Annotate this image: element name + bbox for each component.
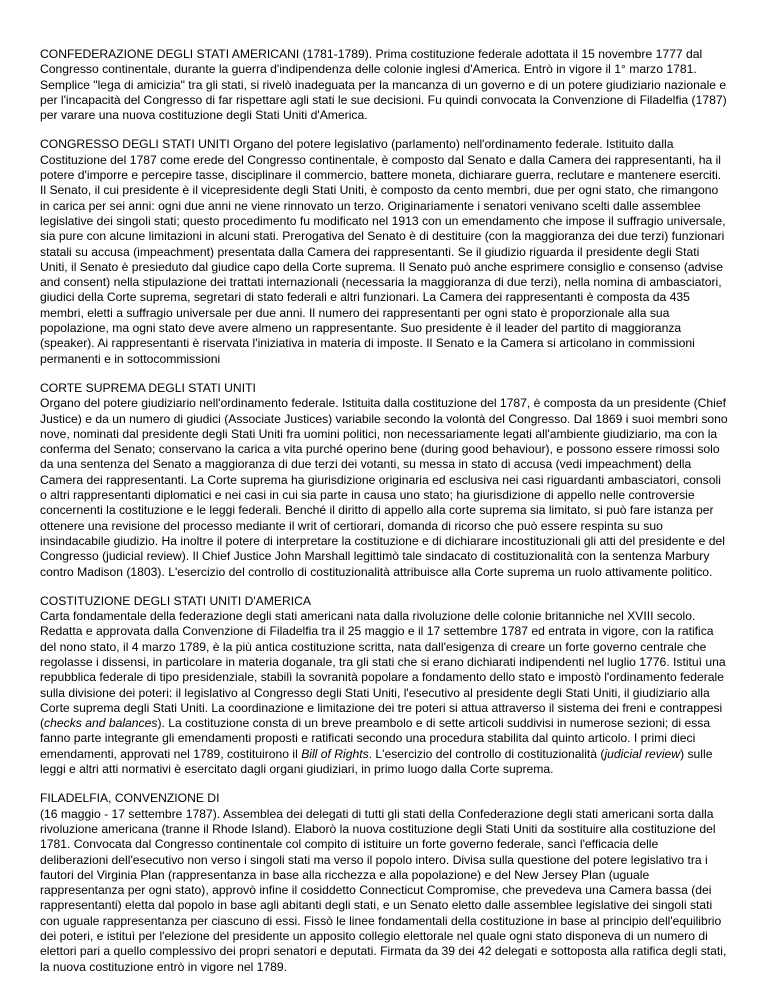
entry-body (40, 609, 728, 777)
body-italic-term: Bill of Rights (301, 746, 369, 761)
entry-heading: CONFEDERAZIONE DEGLI STATI AMERICANI (1781-1789). (40, 47, 373, 61)
entry-body: (16 maggio - 17 settembre 1787). Assemblea dei delegati di tutti gli stati della Confederazione degli stati americani sorta dalla rivoluzione americana (tranne il Rhode Island). Elaborò la nuova costituzione degli Stati Uniti da sostituire alla costituzione del 1781. Convocata dal Congresso continentale col compito di istituire un forte governo federale, sancì l'efficacia delle deliberazioni dell'esecutivo non verso i singoli stati ma verso il popolo intero. Divisa sulla questione del potere legislativo tra i fautori del Virginia Plan (rappresentanza in base alla ricchezza e alla popolazione) e del New Jersey Plan (uguale rappresentanza per ogni stato), approvò infine il cosiddetto Connecticut Compromise, che prevedeva una Camera bassa (dei rappresentanti) eletta dal popolo in base agli abitanti degli stati, e un Senato eletto dalle assemblee legislative dei singoli stati con uguale rappresentanza per ciascuno di essi. Fissò le linee fondamentali della costituzione in base al principio dell'equilibrio dei poteri, e istituì per l'elezione del presidente un apposito collegio elettorale nel quale ogni stato disponeva di un numero di elettori pari a quello complessivo dei propri senatori e deputati. Firmata da 39 dei 42 delegati e sottoposta alla ratifica degli stati, la nuova costituzione entrò in vigore nel 1789. (40, 806, 727, 974)
entry-heading: CORTE SUPREMA DEGLI STATI UNITI (40, 380, 256, 395)
entry-filadelfia (40, 791, 728, 975)
body-text: . L'esercizio del controllo di costituzionalità ( (368, 746, 605, 761)
entry-body: Organo del potere giudiziario nell'ordinamento federale. Istituita dalla costituzione del 1787, è composta da un presidente (Chief Justice) e da un numero di giudici (Associate Justices) variabile secondo la volontà del Congresso. Dal 1869 i suoi membri sono nove, nominati dal presidente degli Stati Uniti fra uomini politici, non necessariamente legati all'ambiente giudiziario, ma con la conferma del Senato; conservano la carica a vita purché operino bene (during good behaviour), e possono essere rimossi solo da una sentenza del Senato a maggioranza di due terzi dei votanti, su messa in stato di accusa (vedi impeachment) della Camera dei rappresentanti. La Corte suprema ha giurisdizione originaria ed esclusiva nei casi riguardanti ambasciatori, consoli o altri rappresentanti diplomatici e nei casi in cui sia parte in causa uno stato; ha giurisdizione di appello nelle controversie concernenti la costituzione e le leggi federali. Benché il diritto di appello alla corte suprema sia limitato, si può fare istanza per ottenere una revisione del processo mediante il writ of certiorari, domanda di ricorso che può essere respinta su suo insindacabile giudizio. Ha inoltre il potere di interpretare la costituzione e di dichiarare incostituzionali gli atti del presidente e del Congresso (judicial review). Il Chief Justice John Marshall legittimò tale sindacato di costituzionalità con la sentenza Marbury contro Madison (1803). L'esercizio del controllo di costituzionalità attribuisce alla Corte suprema un ruolo attivamente politico. (40, 396, 728, 579)
body-text: Carta fondamentale della federazione degli stati americani nata dalla rivoluzione delle colonie britanniche nel XVIII secolo. Redatta e approvata dalla Convenzione di Filadelfia tra il 25 maggio e il 17 settembre 1787 ed entrata in vigore, con la ratifica del nono stato, il 4 marzo 1789, è la più antica costituzione scritta, nata dall'esigenza di creare un forte governo centrale che regolasse i dissensi, in particolare in materia doganale, tra gli stati che si erano dichiarati indipendenti nel luglio 1776. Istituì una repubblica federale di tipo presidenziale, stabilì la sovranità popolare a fondamento dello stato e impostò l'ordinamento federale sulla divisione dei poteri: il legislativo al Congresso degli Stati Uniti, l'esecutivo al presidente degli Stati Uniti, il giudiziario alla Corte suprema degli Stati Uniti. La coordinazione e limitazione dei tre poteri si attua attraverso il sistema dei freni e contrappesi ( (40, 609, 726, 731)
entry-congresso (40, 137, 728, 366)
entry-heading: CONGRESSO DEGLI STATI UNITI (40, 137, 230, 152)
entry-corte-suprema (40, 381, 728, 580)
entry-confederazione (40, 47, 728, 123)
entry-body: Organo del potere legislativo (parlamento) nell'ordinamento federale. Istituito dalla Costituzione del 1787 come erede del Congresso continentale, è composto dal Senato e dalla Camera dei rappresentanti, ha il potere d'imporre e percepire tasse, disciplinare il commercio, battere moneta, dichiarare guerra, reclutare e mantenere eserciti. Il Senato, il cui presidente è il vicepresidente degli Stati Uniti, è composto da cento membri, due per ogni stato, che rimangono in carica per sei anni: ogni due anni ne viene rinnovato un terzo. Originariamente i senatori venivano scelti dalle assemblee legislative dei singoli stati; questo procedimento fu modificato nel 1913 con un emendamento che impose il suffragio universale, sia pure con alcune limitazioni in alcuni stati. Prerogativa del Senato è di destituire (con la maggioranza dei due terzi) funzionari statali su accusa (impeachment) presentata dalla Camera dei rappresentanti. Se il giudizio riguarda il presidente degli Stati Uniti, il Senato è presieduto dal giudice capo della Corte suprema. Il Senato può anche esprimere consiglio e consenso (advise and consent) nella stipulazione dei trattati internazionali (necessaria la maggioranza di due terzi), nella nomina di ambasciatori, giudici della Corte suprema, segretari di stato federali e altri funzionari. La Camera dei rappresentanti è composta da 435 membri, eletti a suffragio universale per due anni. Il numero dei rappresentanti per ogni stato è proporzionale alla sua popolazione, ma ogni stato deve avere almeno un rappresentante. Suo presidente è il leader del partito di maggioranza (speaker). Ai rappresentanti è riservata l'iniziativa in materia di imposte. Il Senato e la Camera si articolano in commissioni permanenti e in sottocommissioni (40, 137, 726, 366)
entry-heading: COSTITUZIONE DEGLI STATI UNITI D'AMERICA (40, 593, 311, 608)
entry-paragraph (40, 47, 728, 123)
entry-paragraph (40, 137, 728, 366)
entry-body: Prima costituzione federale adottata il 15 novembre 1777 dal Congresso continentale, durante la guerra d'indipendenza delle colonie inglesi d'America. Entrò in vigore il 1° marzo 1781. Semplice "lega di amicizia" tra gli stati, si rivelò inadeguata per la mancanza di un governo e di un potere giudiziario nazionale e per l'incapacità del Congresso di far rispettare agli stati le sue decisioni. Fu quindi convocata la Convenzione di Filadelfia (1787) per varare una nuova costituzione degli Stati Uniti d'America. (40, 47, 727, 123)
body-italic-term: judicial review (604, 746, 681, 761)
body-text: ) sulle leggi e altri atti normativi è esercitato dagli organi giudiziari, in primo luogo dalla Corte suprema. (40, 746, 713, 777)
body-text: ). La costituzione consta di un breve preambolo e di sette articoli suddivisi in numerose sezioni; di essa fanno parte integrante gli emendamenti proposti e ratificati secondo una procedura stabilita dal quinto articolo. I primi dieci emendamenti, approvati nel 1789, costituirono il (40, 716, 711, 761)
entry-heading: FILADELFIA, CONVENZIONE DI (40, 791, 220, 806)
entry-costituzione (40, 594, 728, 778)
body-italic-term: checks and balances (44, 716, 158, 731)
